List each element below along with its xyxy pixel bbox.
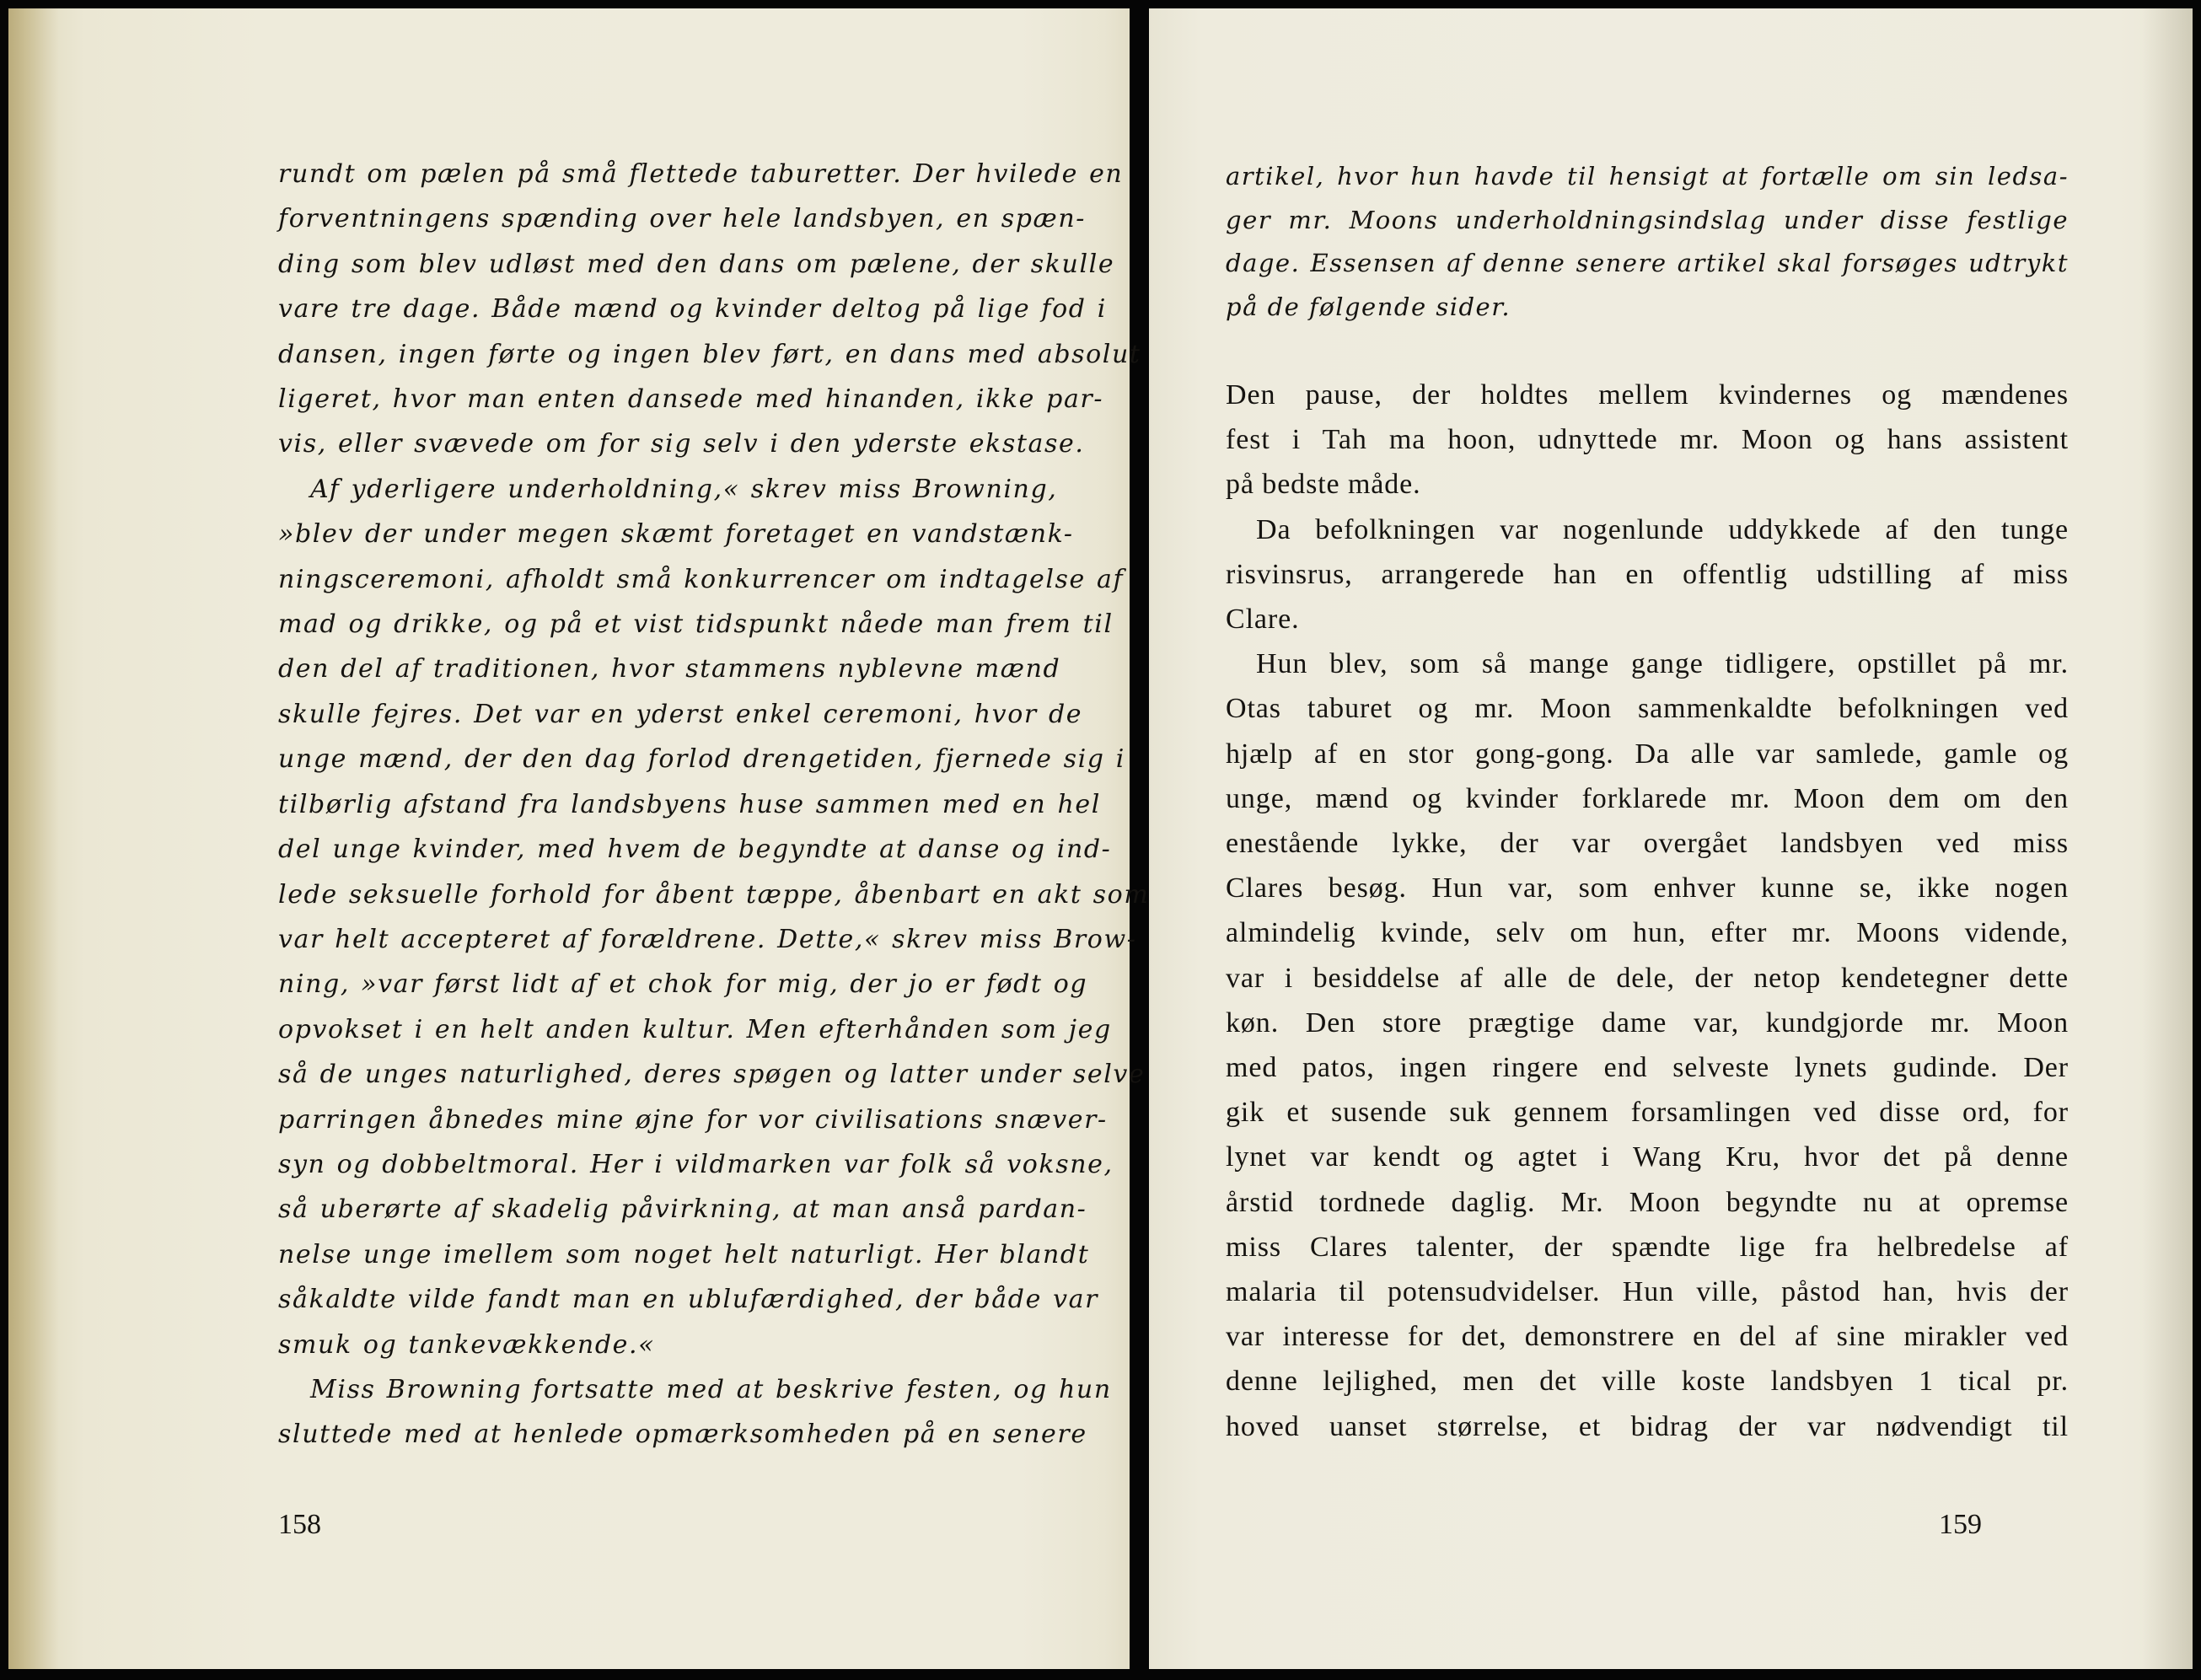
text-line: dage. Essensen af denne senere artikel skal forsøges udtrykt (1226, 249, 2069, 277)
left-page-number: 158 (278, 1509, 321, 1540)
left-page (8, 8, 1150, 1669)
text-line: lynet var kendt og agtet i Wang Kru, hvor det på denne (1226, 1141, 2069, 1173)
left-page-edge-shade (8, 8, 59, 1669)
text-line: skulle fejres. Det var en yderst enkel ceremoni, hvor de (278, 699, 1083, 729)
right-page-edge-shade (2142, 8, 2193, 1669)
text-line: del unge kvinder, med hvem de begyndte at danse og ind- (278, 835, 1112, 865)
text-line: vis, eller svævede om for sig selv i den yderste ekstase. (278, 429, 1085, 459)
text-line: dansen, ingen førte og ingen blev ført, en dans med absolut (278, 339, 1141, 369)
text-line: enestående lykke, der var overgået landsbyen ved miss (1226, 828, 2069, 860)
text-line: almindelig kvinde, selv om hun, efter mr. Moons vidende, (1226, 917, 2069, 949)
text-line: hoved uanset størrelse, et bidrag der var nødvendigt til (1226, 1410, 2069, 1442)
text-line: så uberørte af skadelig påvirkning, at man anså pardan- (278, 1194, 1087, 1225)
right-page-italic-intro (1226, 155, 2069, 329)
text-line: så de unges naturlighed, deres spøgen og latter under selve (278, 1060, 1146, 1090)
text-line: Otas taburet og mr. Moon sammenkaldte befolkningen ved (1226, 693, 2069, 725)
text-line: risvinsrus, arrangerede han en offentlig udstilling af miss (1226, 558, 2069, 590)
text-line: vare tre dage. Både mænd og kvinder deltog på lige fod i (278, 294, 1107, 325)
text-line: nelse unge imellem som noget helt naturligt. Her blandt (278, 1239, 1090, 1269)
text-line: ning, »var først lidt af et chok for mig, der jo er født og (278, 969, 1088, 1000)
text-line: Clares besøg. Hun var, som enhver kunne se, ikke nogen (1226, 872, 2069, 904)
text-line: hjælp af en stor gong-gong. Da alle var samlede, gamle og (1226, 738, 2069, 770)
text-line: forventningens spænding over hele landsbyen, en spæn- (278, 204, 1086, 234)
text-line: på de følgende sider. (1226, 292, 1511, 321)
text-line: Da befolkningen var nogenlunde uddykkede af den tunge (1256, 513, 2069, 545)
text-line: såkaldte vilde fandt man en ublufærdighed, der både var (278, 1285, 1099, 1315)
text-line: parringen åbnedes mine øjne for vor civilisations snæver- (278, 1104, 1108, 1135)
text-line: lede seksuelle forhold for åbent tæppe, åbenbart en akt som (278, 879, 1150, 910)
text-line: gik et susende suk gennem forsamlingen ved disse ord, for (1226, 1097, 2069, 1129)
right-page-number: 159 (1939, 1509, 1982, 1540)
text-line: artikel, hvor hun havde til hensigt at fortælle om sin ledsa- (1226, 162, 2069, 191)
text-line: sluttede med at henlede opmærksomheden på en senere (278, 1420, 1087, 1450)
text-line: den del af traditionen, hvor stammens nyblevne mænd (278, 654, 1061, 684)
text-line: ligeret, hvor man enten dansede med hinanden, ikke par- (278, 384, 1104, 415)
text-line: ger mr. Moons underholdningsindslag under disse festlige (1226, 205, 2069, 234)
text-line: mad og drikke, og på et vist tidspunkt nåede man frem til (278, 609, 1114, 640)
text-line: var interesse for det, demonstrere en del af sine mirakler ved (1226, 1321, 2069, 1353)
text-line: var helt accepteret af forældrene. Dette,« skrev miss Brow- (278, 924, 1137, 954)
text-line: med patos, ingen ringere end selveste lynets gudinde. Der (1226, 1052, 2069, 1084)
right-page (1149, 8, 2193, 1669)
text-line: »blev der under megen skæmt foretaget en vandstænk- (278, 519, 1074, 550)
text-line: rundt om pælen på små flettede taburetter. Der hvilede en (278, 159, 1124, 189)
text-line: Hun blev, som så mange gange tidligere, opstillet på mr. (1256, 648, 2069, 680)
text-line: Miss Browning fortsatte med at beskrive festen, og hun (310, 1374, 1112, 1404)
text-line: ningsceremoni, afholdt små konkurrencer om indtagelse af (278, 564, 1125, 594)
text-line: årstid tordnede daglig. Mr. Moon begyndte nu at opremse (1226, 1186, 2069, 1218)
text-line: fest i Tah ma hoon, udnyttede mr. Moon og hans assistent (1226, 424, 2069, 456)
text-line: syn og dobbeltmoral. Her i vildmarken var folk så voksne, (278, 1149, 1114, 1179)
text-line: på bedste måde. (1226, 469, 1421, 501)
right-page-roman-text (1226, 373, 2069, 1449)
text-line: malaria til potensudvidelser. Hun ville, påstod han, hvis der (1226, 1276, 2069, 1308)
left-page-body (278, 152, 1150, 1457)
text-line: Clare. (1226, 604, 1300, 636)
text-line: opvokset i en helt anden kultur. Men efterhånden som jeg (278, 1014, 1112, 1044)
text-line: unge, mænd og kvinder forklarede mr. Moon dem om den (1226, 782, 2069, 814)
right-page-body (1226, 155, 2069, 1449)
text-line: Den pause, der holdtes mellem kvindernes og mændenes (1226, 379, 2069, 411)
text-line: var i besiddelse af alle de dele, der netop kendetegner dette (1226, 962, 2069, 994)
text-line: smuk og tankevækkende.« (278, 1329, 656, 1360)
text-line: miss Clares talenter, der spændte lige fra helbredelse af (1226, 1231, 2069, 1263)
text-line: tilbørlig afstand fra landsbyens huse sammen med en hel (278, 789, 1101, 819)
text-line: unge mænd, der den dag forlod drengetiden, fjernede sig i (278, 744, 1125, 775)
text-line: ding som blev udløst med den dans om pælene, der skulle (278, 249, 1115, 279)
text-line: denne lejlighed, men det ville koste landsbyen 1 tical pr. (1226, 1366, 2069, 1398)
text-line: Af yderligere underholdning,« skrev miss Browning, (310, 474, 1058, 504)
text-line: køn. Den store prægtige dame var, kundgjorde mr. Moon (1226, 1006, 2069, 1039)
